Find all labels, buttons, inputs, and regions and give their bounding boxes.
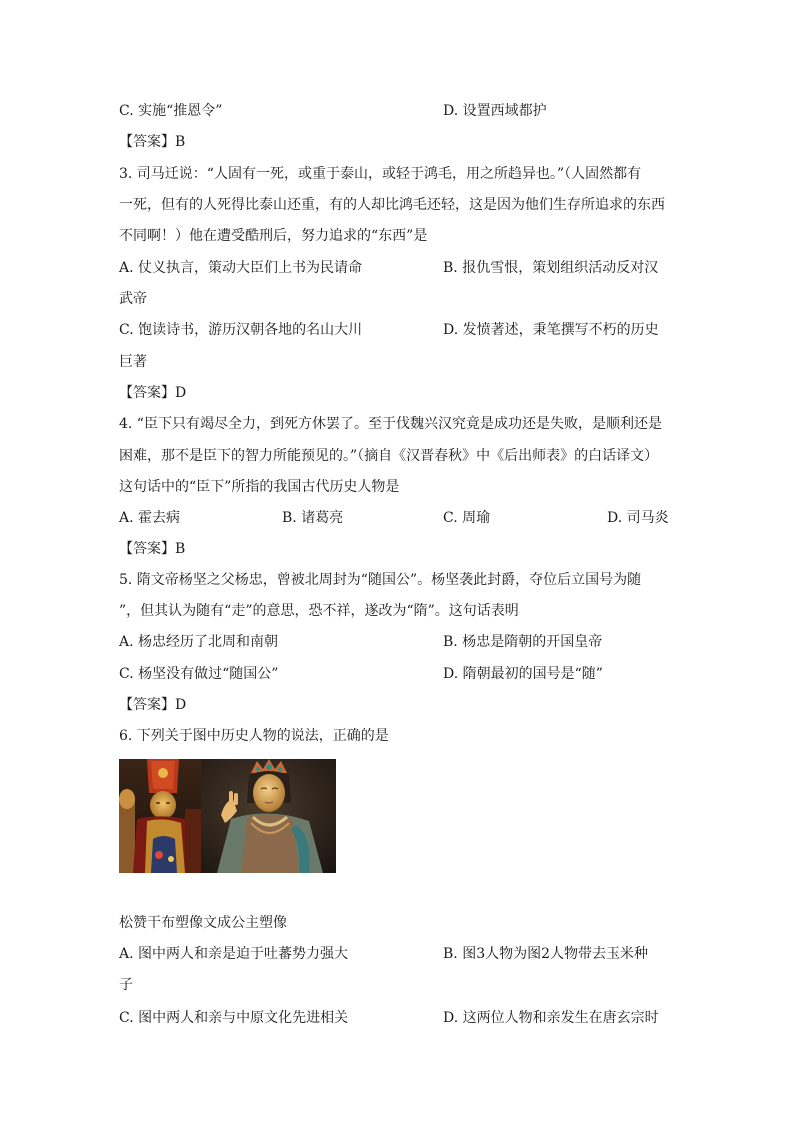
q6-stem: 6. 下列关于图中历史人物的说法，正确的是 — [119, 728, 389, 744]
q3-stem-line2: 一死，但有的人死得比泰山还重，有的人却比鸿毛还轻，这是因为他们生存所追求的东西 — [119, 197, 665, 213]
q6-option-c: C. 图中两人和亲与中原文化先进相关 — [119, 1010, 349, 1026]
q3-stem-line3: 不同啊！）他在遭受酷刑后，努力追求的“东西”是 — [119, 228, 428, 244]
q5-option-a: A. 杨忠经历了北周和南朝 — [119, 634, 279, 650]
q4-stem-line2: 困难，那不是臣下的智力所能预见的。”（摘自《汉晋春秋》中《后出师表》的白话译文） — [119, 448, 659, 464]
q4-answer: 【答案】B — [119, 541, 186, 557]
q4-stem-line3: 这句话中的“臣下”所指的我国古代历史人物是 — [119, 479, 400, 495]
q2-option-d: D. 设置西域都护 — [443, 103, 547, 119]
q4-option-c: C. 周瑜 — [443, 510, 491, 526]
q4-option-a: A. 霍去病 — [119, 510, 181, 526]
songtsen-gampo-statue-image — [119, 759, 201, 873]
q5-option-c: C. 杨坚没有做过“随国公” — [119, 666, 279, 682]
photo-caption: 松赞干布塑像文成公主塑像 — [119, 915, 287, 931]
q3-answer: 【答案】D — [119, 385, 187, 401]
q4-option-d: D. 司马炎 — [607, 510, 669, 526]
princess-wencheng-statue-image — [201, 759, 336, 873]
q4-stem-line1: 4. “臣下只有竭尽全力，到死方休罢了。至于伐魏兴汉究竟是成功还是失败，是顺利还是 — [119, 416, 662, 432]
q2-option-c: C. 实施“推恩令” — [119, 103, 223, 119]
q5-stem-line2: ”，但其认为随有“走”的意思，恐不祥，遂改为“隋”。这句话表明 — [119, 603, 519, 619]
q5-stem-line1: 5. 隋文帝杨坚之父杨忠，曾被北周封为“随国公”。杨坚袭此封爵，夺位后立国号为随 — [119, 572, 642, 588]
statue-photos — [119, 759, 336, 873]
q5-option-d: D. 隋朝最初的国号是“随” — [443, 666, 603, 682]
q5-answer: 【答案】D — [119, 697, 187, 713]
q3-option-b: B. 报仇雪恨，策划组织活动反对汉 — [443, 260, 659, 276]
q6-option-b: B. 图3人物为图2人物带去玉米种 — [443, 946, 649, 962]
q3-option-b-cont: 武帝 — [119, 291, 147, 307]
q4-option-b: B. 诸葛亮 — [282, 510, 344, 526]
q3-option-d-cont: 巨著 — [119, 354, 147, 370]
q3-option-d: D. 发愤著述，秉笔撰写不朽的历史 — [443, 322, 659, 338]
q3-stem-line1: 3. 司马迁说：“人固有一死，或重于泰山，或轻于鸿毛，用之所趋异也。”（人固然都有 — [119, 166, 642, 182]
q5-option-b: B. 杨忠是隋朝的开国皇帝 — [443, 634, 603, 650]
q3-option-c: C. 饱读诗书，游历汉朝各地的名山大川 — [119, 322, 363, 338]
q6-option-d: D. 这两位人物和亲发生在唐玄宗时 — [443, 1010, 659, 1026]
q3-option-a: A. 仗义执言，策动大臣们上书为民请命 — [119, 260, 363, 276]
q6-option-b-cont: 子 — [119, 977, 133, 993]
q6-option-a: A. 图中两人和亲是迫于吐蕃势力强大 — [119, 946, 349, 962]
q2-answer: 【答案】B — [119, 134, 186, 150]
